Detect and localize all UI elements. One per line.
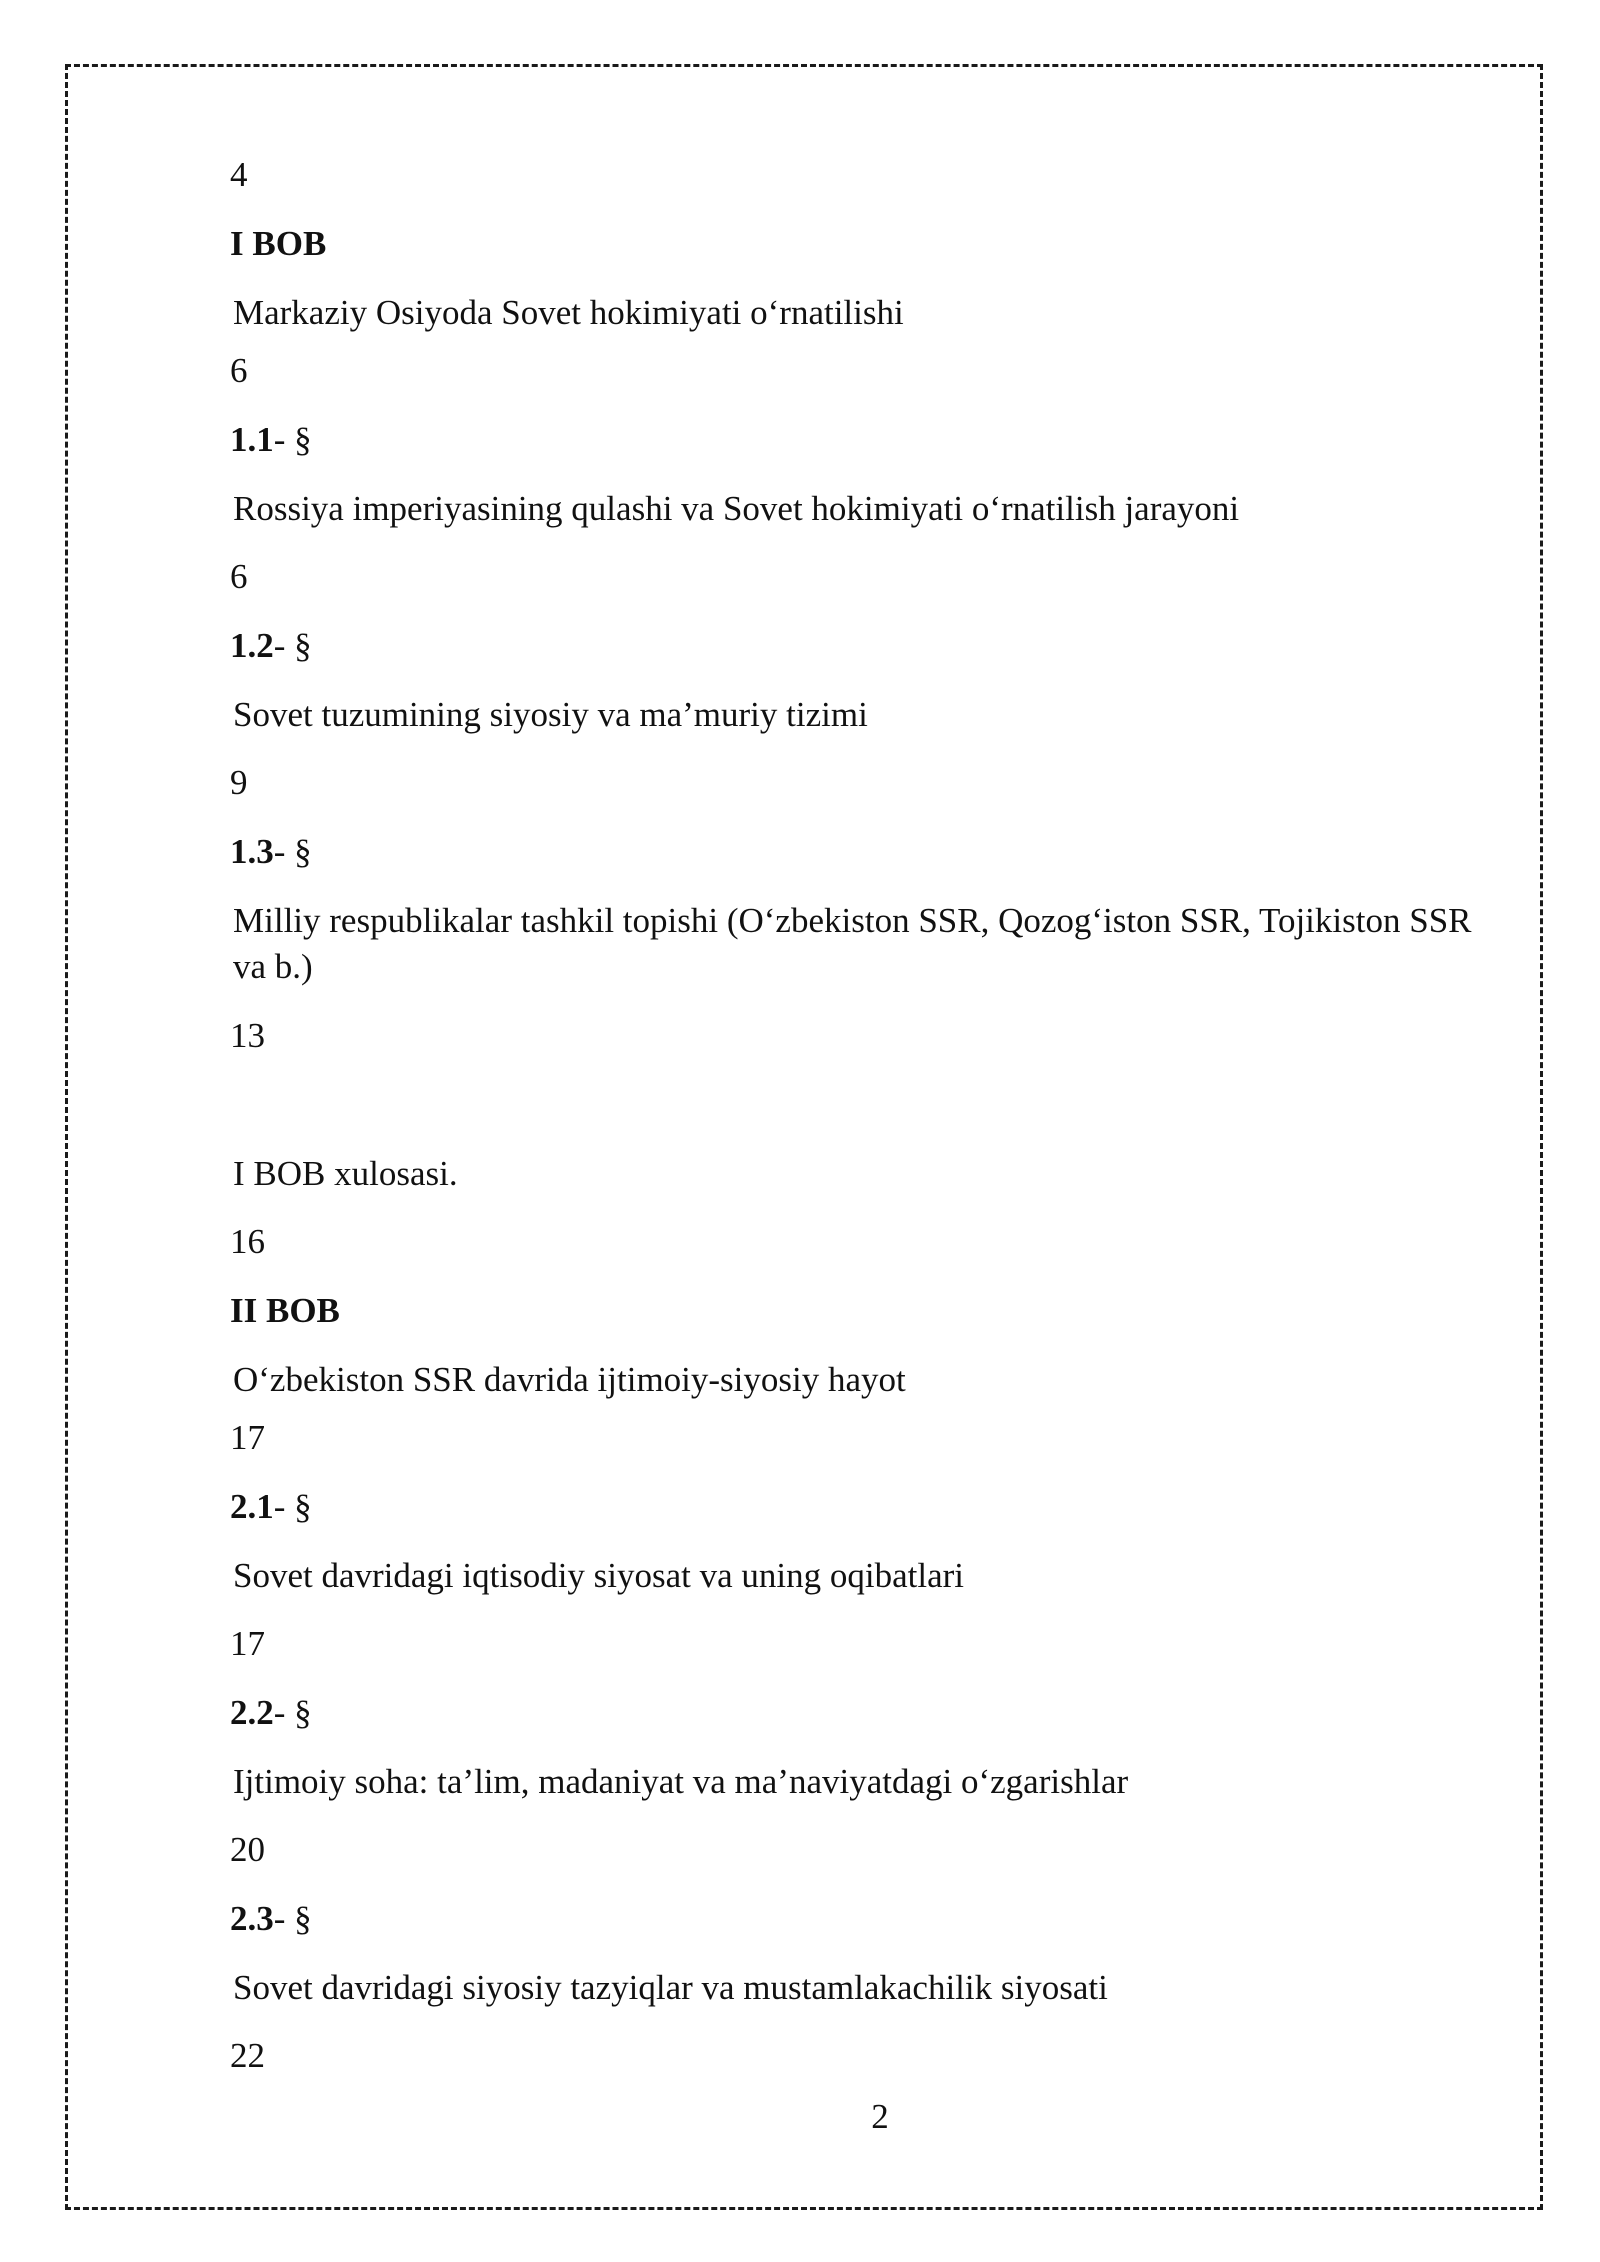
toc-page-ref: 16	[230, 1222, 265, 1261]
section-label	[230, 417, 312, 463]
section-title: Milliy respublikalar tashkil topishi (O‘zbekiston SSR, Qozog‘iston SSR, Tojikiston SSR va b.)	[233, 901, 1472, 986]
section-sign: - §	[273, 626, 312, 665]
chapter-heading: II BOB	[230, 1291, 340, 1330]
section-label	[230, 1484, 312, 1530]
section-title: Sovet davridagi siyosiy tazyiqlar va mustamlakachilik siyosati	[233, 1968, 1108, 2007]
chapter-heading: I BOB	[230, 224, 327, 263]
section-label	[230, 623, 312, 669]
section-label	[230, 829, 312, 875]
section-sign: - §	[273, 420, 312, 459]
page-number: 2	[871, 2097, 889, 2136]
page-border	[65, 64, 1543, 2210]
toc-page-ref: 17	[230, 1418, 265, 1457]
section-number: 2.1	[230, 1487, 274, 1526]
section-number: 1.1	[230, 420, 274, 459]
toc-page-ref: 13	[230, 1016, 265, 1055]
section-number: 2.3	[230, 1899, 274, 1938]
chapter-title: O‘zbekiston SSR davrida ijtimoiy-siyosiy hayot	[233, 1360, 906, 1399]
toc-page-ref: 6	[230, 351, 248, 390]
chapter-title: Markaziy Osiyoda Sovet hokimiyati o‘rnatilishi	[233, 293, 904, 332]
toc-page-ref: 17	[230, 1624, 265, 1663]
section-title: Ijtimoiy soha: ta’lim, madaniyat va ma’naviyatdagi o‘zgarishlar	[233, 1762, 1129, 1801]
section-sign: - §	[273, 1487, 312, 1526]
section-number: 1.2	[230, 626, 274, 665]
section-sign: - §	[273, 832, 312, 871]
toc-page-ref: 22	[230, 2036, 265, 2075]
section-title: Sovet davridagi iqtisodiy siyosat va uning oqibatlari	[233, 1556, 965, 1595]
section-number: 2.2	[230, 1693, 274, 1732]
section-title: Rossiya imperiyasining qulashi va Sovet hokimiyati o‘rnatilish jarayoni	[233, 489, 1240, 528]
toc-page-ref: 20	[230, 1830, 265, 1869]
section-label	[230, 1896, 312, 1942]
section-sign: - §	[273, 1693, 312, 1732]
section-label	[230, 1690, 312, 1736]
toc-page-ref: 9	[230, 763, 248, 802]
chapter-conclusion: I BOB xulosasi.	[233, 1154, 458, 1193]
toc-page-ref: 6	[230, 557, 248, 596]
section-sign: - §	[273, 1899, 312, 1938]
section-title: Sovet tuzumining siyosiy va ma’muriy tizimi	[233, 695, 868, 734]
toc-page-ref: 4	[230, 155, 248, 194]
section-number: 1.3	[230, 832, 274, 871]
